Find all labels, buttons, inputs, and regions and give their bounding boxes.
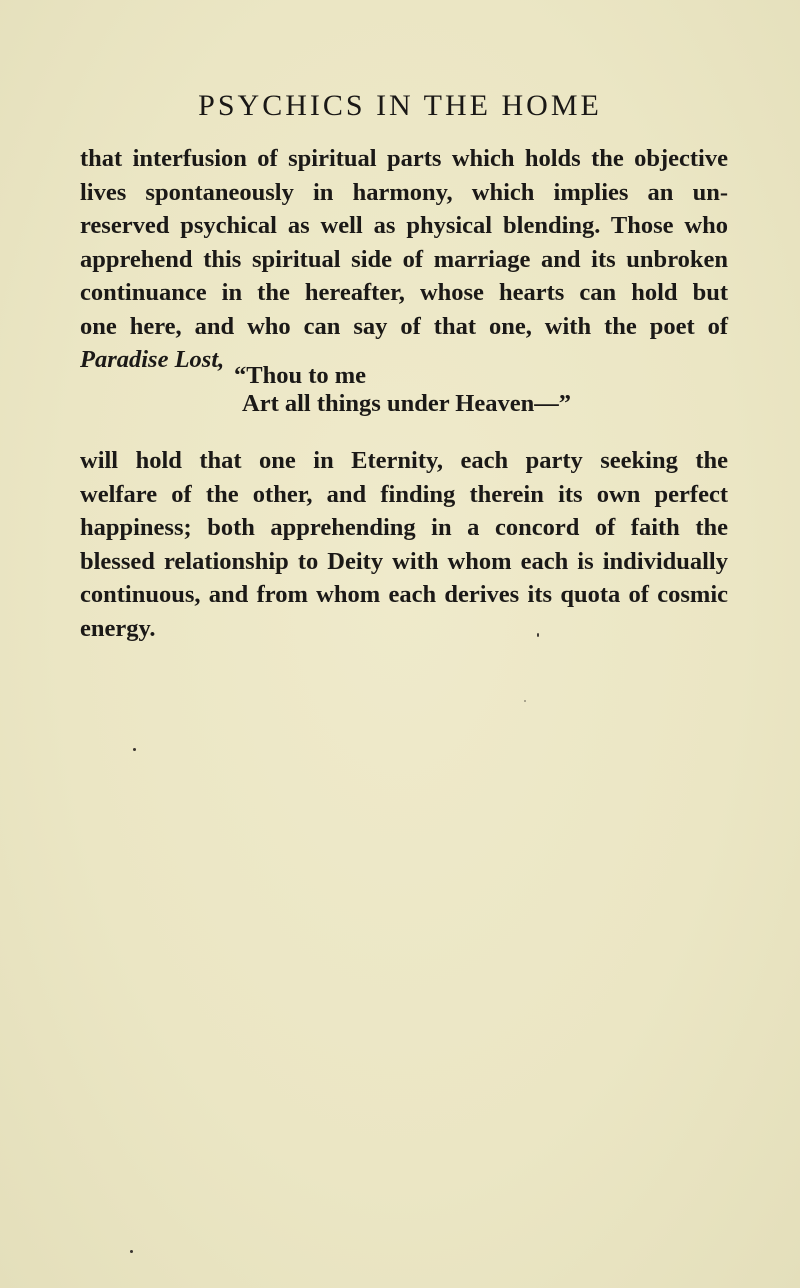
paragraph-2 (80, 444, 728, 645)
paragraph-1-line: apprehend this spiritual side of marriage and its unbroken (80, 245, 728, 273)
paper-speck (133, 748, 136, 751)
quote-line-2: Art all things under Heaven—” (242, 390, 571, 417)
quote-line-1: “Thou to me (234, 362, 367, 389)
paper-speck (524, 700, 526, 702)
book-title-italic: Paradise Lost, (80, 346, 225, 373)
paragraph-2-line: welfare of the other, and finding therein its own perfect (80, 480, 728, 508)
paragraph-2-line: will hold that one in Eternity, each party seeking the (80, 447, 728, 474)
paper-speck (537, 633, 539, 637)
paragraph-2-line: blessed relationship to Deity with whom each is individually (80, 547, 728, 575)
paragraph-2-line: happiness; both apprehending in a concord of faith the (80, 514, 728, 541)
running-head: PSYCHICS IN THE HOME (198, 89, 602, 122)
paragraph-1-line: one here, and who can say of that one, with the poet of (80, 312, 728, 340)
paragraph-1-line: that interfusion of spiritual parts which holds the objective (80, 145, 728, 172)
paragraph-2-line: energy. (80, 614, 156, 642)
paragraph-2-line: continuous, and from whom each derives its quota of cosmic (80, 581, 728, 608)
paper-speck (130, 1250, 133, 1253)
paragraph-1-line: reserved psychical as well as physical blending. Those who (80, 212, 728, 239)
paragraph-1-line: lives spontaneously in harmony, which implies an un- (80, 178, 728, 206)
paragraph-1-line: continuance in the hereafter, whose hearts can hold but (80, 279, 728, 306)
poem-quotation (80, 362, 728, 418)
paragraph-1 (80, 142, 728, 377)
